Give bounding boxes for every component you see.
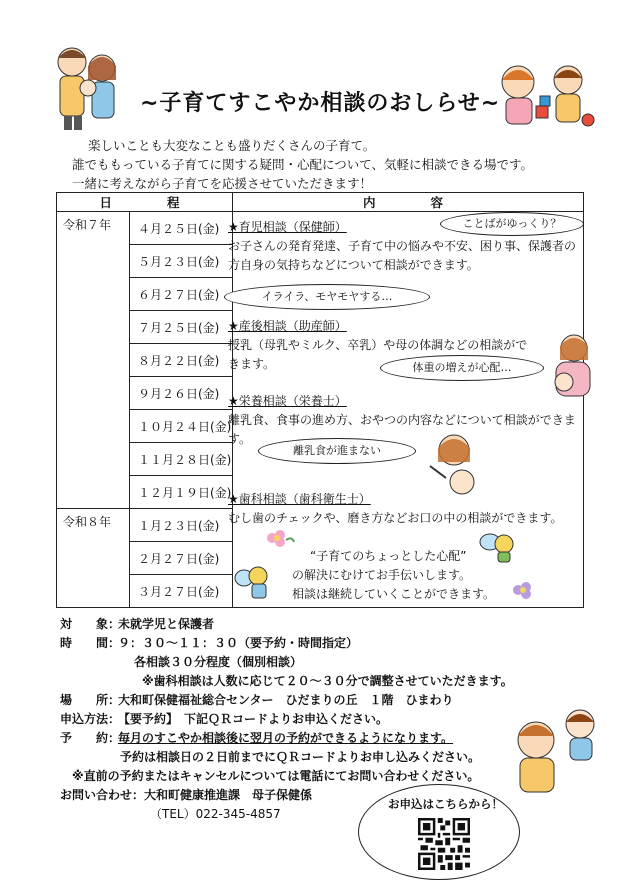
bubble-weaning: 離乳食が進まない xyxy=(258,438,416,464)
closing-line-1: “子育てのちょっとした心配” xyxy=(310,549,467,563)
date-row: １０月２４日(金) xyxy=(130,410,233,443)
section-title-childcare: ★育児相談（保健師） xyxy=(228,220,347,234)
intro-line-2: 誰でももっている子育てに関する疑問・心配について、気軽に相談できる場です。 xyxy=(72,157,534,172)
info-reserve: 予 約：毎月のすこやか相談後に翌月の予約ができるようになります。 xyxy=(60,731,454,745)
date-row: １１月２８日(金) xyxy=(130,443,233,476)
bee-fairy-icon xyxy=(478,528,522,564)
header-date: 日 程 xyxy=(57,193,233,212)
info-tel: （TEL）022-345-4857 xyxy=(150,807,281,821)
date-row: ８月２２日(金) xyxy=(130,344,233,377)
info-reserve-note: 予約は相談日の２日前までにＱＲコードよりお申し込みください。 xyxy=(120,750,481,764)
header-content: 内 容 xyxy=(233,193,584,212)
bubble-speech-delay: ことばがゆっくり？ xyxy=(440,212,584,236)
section-body-dental: むし歯のチェックや、磨き方などお口の中の相談ができます。 xyxy=(228,511,563,525)
intro-line-3: 一緒に考えながら子育てを応援させていただきます！ xyxy=(72,176,373,191)
section-body-nutrition: 離乳食、食事の進め方、おやつの内容などについて相談ができます。 xyxy=(228,413,576,446)
date-row: ９月２６日(金) xyxy=(130,377,233,410)
date-row: ３月２７日(金) xyxy=(130,575,233,608)
info-time-note1: 各相談３０分程度（個別相談） xyxy=(134,655,303,669)
section-body-childcare: お子さんの発育発達、子育て中の悩みや不安、困り事、保護者の方自身の気持ちなどについて相談ができます。 xyxy=(228,239,577,272)
date-row: ７月２５日(金) xyxy=(130,311,233,344)
family-illustration xyxy=(500,700,612,796)
info-cancel-note: ※直前の予約またはキャンセルについては電話にてお問い合わせください。 xyxy=(72,769,480,783)
flower-icon xyxy=(506,580,540,600)
bee-fairy-icon xyxy=(234,560,278,604)
closing-line-3: 相談は継続していくことができます。 xyxy=(292,587,496,601)
bubble-irritation: イライラ、モヤモヤする… xyxy=(224,284,430,310)
date-row: ４月２５日(金) xyxy=(130,212,233,245)
info-apply: 申込方法：【要予約】 下記ＱＲコードよりお申込ください。 xyxy=(60,712,389,726)
section-title-dental: ★歯科相談（歯科衛生士） xyxy=(228,492,371,506)
feeding-illustration xyxy=(418,430,488,502)
bubble-weight: 体重の増えが心配… xyxy=(380,355,544,381)
date-row: ２月２７日(金) xyxy=(130,542,233,575)
mother-baby-illustration xyxy=(546,330,596,410)
date-row: ５月２３日(金) xyxy=(130,245,233,278)
info-contact: お問い合わせ：大和町健康推進課 母子保健係 xyxy=(60,788,313,802)
section-title-nutrition: ★栄養相談（栄養士） xyxy=(228,394,347,408)
info-time-note2: ※歯科相談は人数に応じて２０～３０分で調整させていただきます。 xyxy=(142,674,513,688)
section-body-postpartum: 授乳（母乳やミルク、卒乳）や母の体調などの相談ができます。 xyxy=(228,338,528,371)
closing-line-2: の解決にむけてお手伝いします。 xyxy=(292,568,472,582)
date-row: １２月１９日(金) xyxy=(130,476,233,509)
qr-caption: お申込はこちらから！ xyxy=(388,797,503,811)
intro-line-1: 楽しいことも大変なことも盛りだくさんの子育て。 xyxy=(88,138,376,153)
year-reiwa8: 令和８年 xyxy=(57,509,130,608)
year-reiwa7: 令和７年 xyxy=(57,212,130,509)
children-blocks-illustration xyxy=(488,58,596,130)
parents-illustration xyxy=(50,40,128,132)
date-row: ６月２７日(金) xyxy=(130,278,233,311)
flower-icon xyxy=(262,528,296,548)
page-title: ~子育てすこやか相談のおしらせ~ xyxy=(140,91,501,116)
info-time: 時 間：９：３０～１１：３０（要予約・時間指定） xyxy=(60,636,359,650)
info-place: 場 所：大和町保健福祉総合センター ひだまりの丘 １階 ひまわり xyxy=(60,693,454,707)
info-target: 対 象：未就学児と保護者 xyxy=(60,617,215,631)
section-title-postpartum: ★産後相談（助産師） xyxy=(228,319,347,333)
date-row: １月２３日(金) xyxy=(130,509,233,542)
qr-code-icon[interactable] xyxy=(418,818,470,870)
